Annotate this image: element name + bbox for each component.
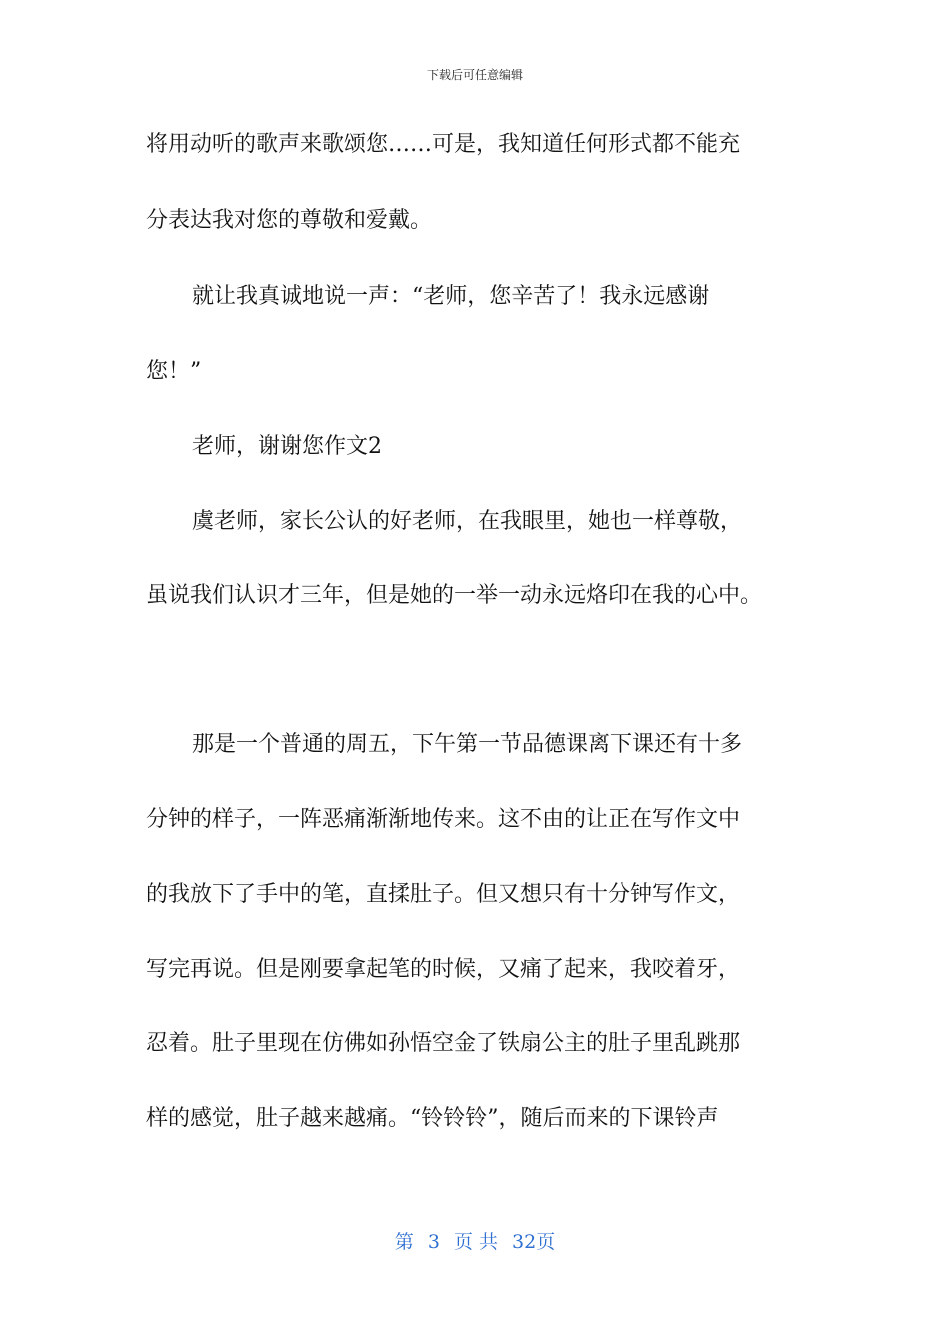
footer-middle: 页 共	[453, 1231, 498, 1253]
footer-total-pages: 32页	[512, 1231, 556, 1253]
body-line-11: 写完再说。但是刚要拿起笔的时候，又痛了起来，我咬着牙，	[146, 957, 741, 982]
footer-current-page: 3	[427, 1231, 440, 1253]
section-heading: 老师，谢谢您作文2	[192, 434, 382, 459]
page-header: 下载后可任意编辑	[426, 68, 523, 82]
body-line-13: 样的感觉，肚子越来越痛。“铃铃铃”，随后而来的下课铃声	[146, 1106, 719, 1131]
body-line-12: 忍着。肚子里现在仿佛如孙悟空金了铁扇公主的肚子里乱跳那	[146, 1031, 741, 1056]
body-line-6: 虞老师，家长公认的好老师，在我眼里，她也一样尊敬，	[192, 509, 743, 534]
body-line-3: 就让我真诚地说一声：“老师，您辛苦了！我永远感谢	[192, 284, 710, 309]
footer-prefix: 第	[394, 1231, 414, 1253]
body-line-10: 的我放下了手中的笔，直揉肚子。但又想只有十分钟写作文，	[146, 882, 741, 907]
body-line-8: 那是一个普通的周五，下午第一节品德课离下课还有十多	[192, 732, 743, 757]
body-line-7: 虽说我们认识才三年，但是她的一举一动永远烙印在我的心中。	[146, 583, 763, 608]
body-line-2: 分表达我对您的尊敬和爱戴。	[146, 208, 433, 233]
page-footer	[0, 1227, 950, 1254]
body-line-9: 分钟的样子，一阵恶痛渐渐地传来。这不由的让正在写作文中	[146, 807, 741, 832]
body-line-1: 将用动听的歌声来歌颂您……可是，我知道任何形式都不能充	[146, 132, 741, 157]
body-line-4: 您！”	[146, 359, 202, 384]
